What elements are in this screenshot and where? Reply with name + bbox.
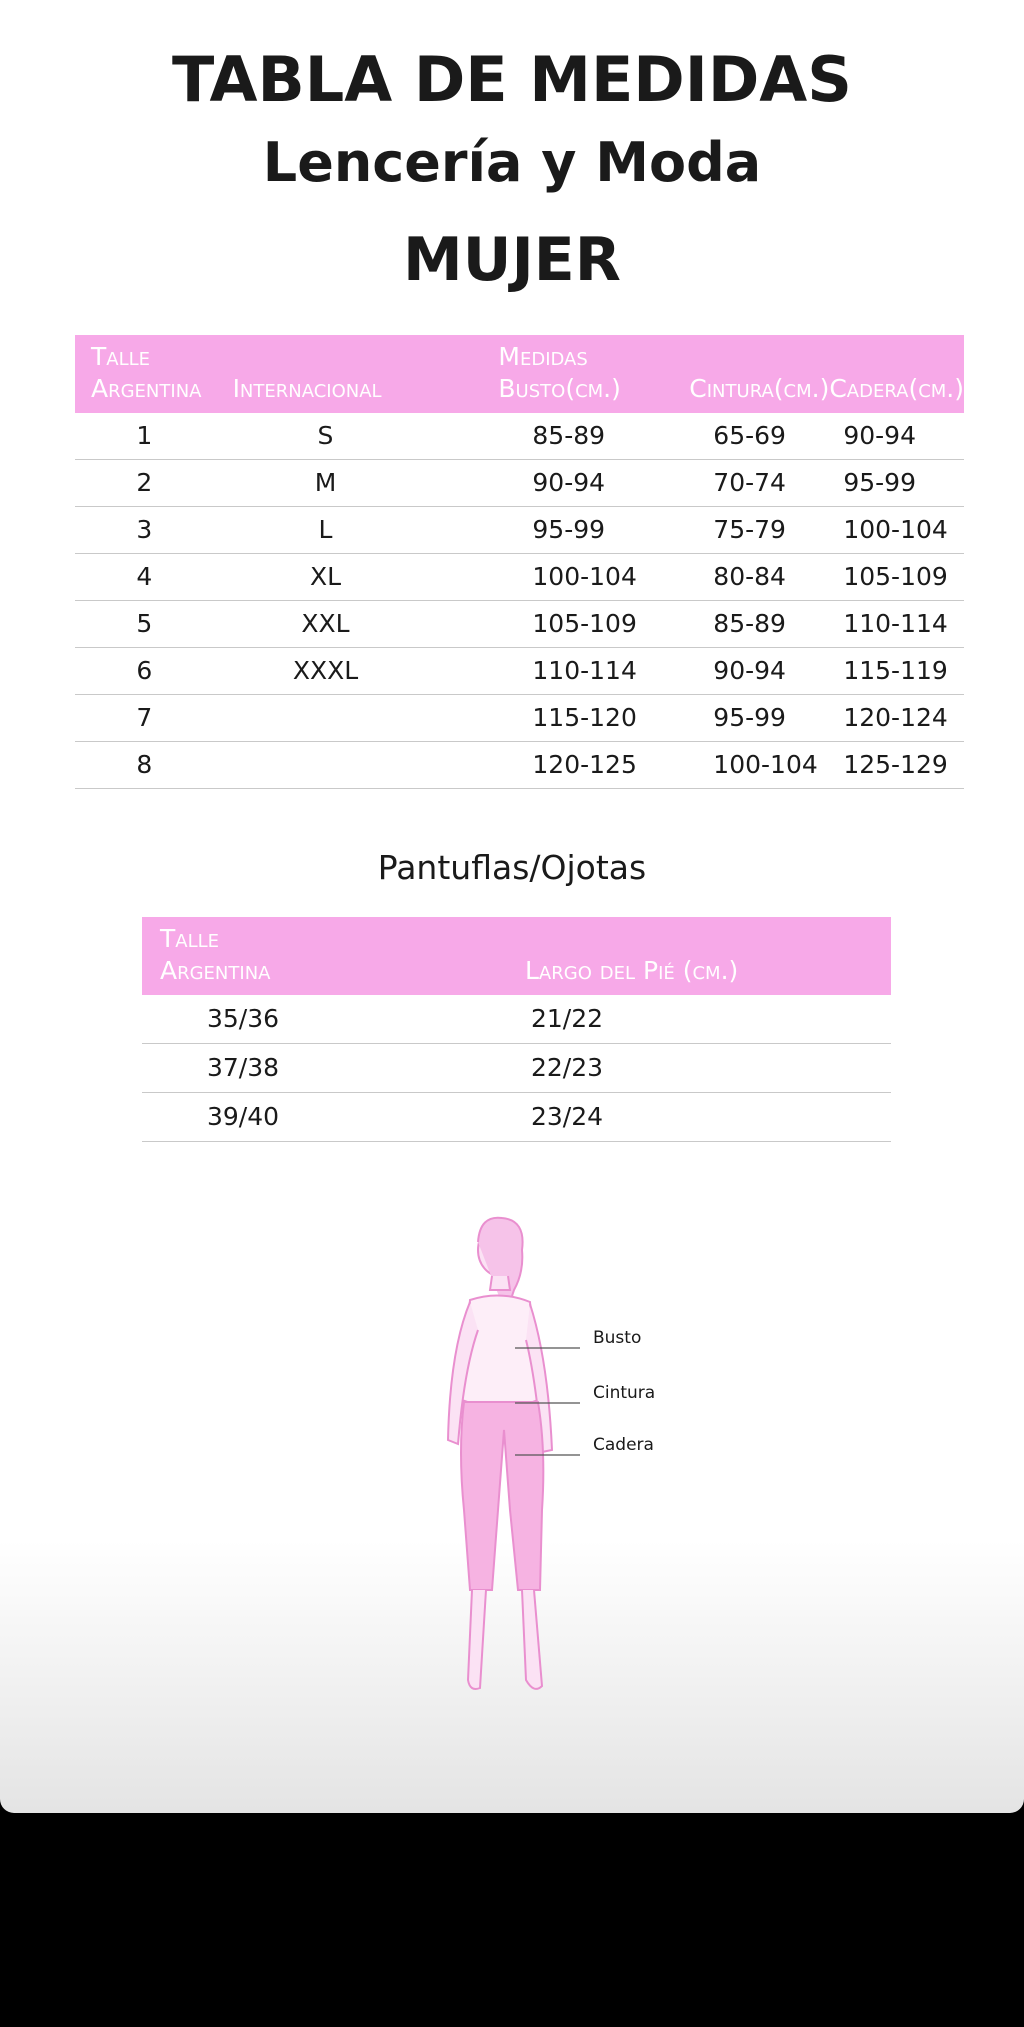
table-row <box>75 460 964 507</box>
header-largo-pie: Largo del Pié (cm.) <box>525 917 891 995</box>
cell-cintura: 85-89 <box>689 601 829 648</box>
cell-internacional: S <box>233 413 499 460</box>
cell-cadera: 110-114 <box>829 601 964 648</box>
cell-busto: 105-109 <box>498 601 689 648</box>
cell-largo-pie: 22/23 <box>525 1044 891 1093</box>
table-header-row <box>75 335 964 413</box>
cell-talle: 1 <box>75 413 233 460</box>
page-title: TABLA DE MEDIDAS <box>172 43 852 116</box>
cell-cintura: 65-69 <box>689 413 829 460</box>
cell-internacional: L <box>233 507 499 554</box>
table-row <box>75 601 964 648</box>
cintura-label: Cintura <box>593 1383 656 1403</box>
busto-label: Busto <box>593 1328 642 1348</box>
cell-cadera: 95-99 <box>829 460 964 507</box>
page-subtitle: Lencería y Moda <box>262 131 762 194</box>
cell-talle: 3 <box>75 507 233 554</box>
cell-talle: 7 <box>75 695 233 742</box>
cell-cadera: 105-109 <box>829 554 964 601</box>
cell-largo-pie: 23/24 <box>525 1093 891 1142</box>
table-row <box>75 413 964 460</box>
table-row <box>142 1044 891 1093</box>
cell-cadera: 115-119 <box>829 648 964 695</box>
woman-silhouette-icon <box>430 1210 670 1710</box>
table-header-row <box>142 917 891 995</box>
slippers-size-table <box>142 917 891 1142</box>
cell-internacional <box>233 742 499 789</box>
cell-cadera: 120-124 <box>829 695 964 742</box>
category-title: MUJER <box>403 225 621 295</box>
cell-talle: 4 <box>75 554 233 601</box>
cell-largo-pie: 21/22 <box>525 995 891 1044</box>
cell-busto: 120-125 <box>498 742 689 789</box>
header-busto: Medidas Busto(cm.) <box>498 335 689 413</box>
header-talle-argentina: Talle Argentina <box>142 917 525 995</box>
cell-talle: 8 <box>75 742 233 789</box>
cell-internacional: XL <box>233 554 499 601</box>
table-row <box>142 1093 891 1142</box>
cell-busto: 115-120 <box>498 695 689 742</box>
woman-figure-illustration <box>430 1210 670 1710</box>
cell-talle: 39/40 <box>142 1093 525 1142</box>
cell-cintura: 90-94 <box>689 648 829 695</box>
cell-internacional: M <box>233 460 499 507</box>
table-row <box>75 742 964 789</box>
cell-talle: 37/38 <box>142 1044 525 1093</box>
cell-cadera: 100-104 <box>829 507 964 554</box>
cell-cintura: 100-104 <box>689 742 829 789</box>
cell-talle: 5 <box>75 601 233 648</box>
cell-busto: 110-114 <box>498 648 689 695</box>
cell-internacional: XXL <box>233 601 499 648</box>
cell-busto: 90-94 <box>498 460 689 507</box>
table-row <box>75 507 964 554</box>
cell-cadera: 90-94 <box>829 413 964 460</box>
cell-talle: 6 <box>75 648 233 695</box>
table-row <box>75 554 964 601</box>
women-size-table <box>75 335 964 789</box>
cell-busto: 85-89 <box>498 413 689 460</box>
cell-cintura: 80-84 <box>689 554 829 601</box>
table-row <box>75 648 964 695</box>
cell-cintura: 75-79 <box>689 507 829 554</box>
cell-cintura: 95-99 <box>689 695 829 742</box>
cell-internacional <box>233 695 499 742</box>
table-row <box>75 695 964 742</box>
header-cadera: Cadera(cm.) <box>829 335 964 413</box>
cell-busto: 100-104 <box>498 554 689 601</box>
cell-talle: 35/36 <box>142 995 525 1044</box>
cell-cadera: 125-129 <box>829 742 964 789</box>
cadera-label: Cadera <box>593 1435 654 1455</box>
table-row <box>142 995 891 1044</box>
header-talle-argentina: Talle Argentina <box>75 335 233 413</box>
slippers-title: Pantuflas/Ojotas <box>377 848 647 887</box>
header-internacional: Internacional <box>233 335 499 413</box>
cell-talle: 2 <box>75 460 233 507</box>
cell-cintura: 70-74 <box>689 460 829 507</box>
cell-busto: 95-99 <box>498 507 689 554</box>
header-cintura: Cintura(cm.) <box>689 335 829 413</box>
cell-internacional: XXXL <box>233 648 499 695</box>
